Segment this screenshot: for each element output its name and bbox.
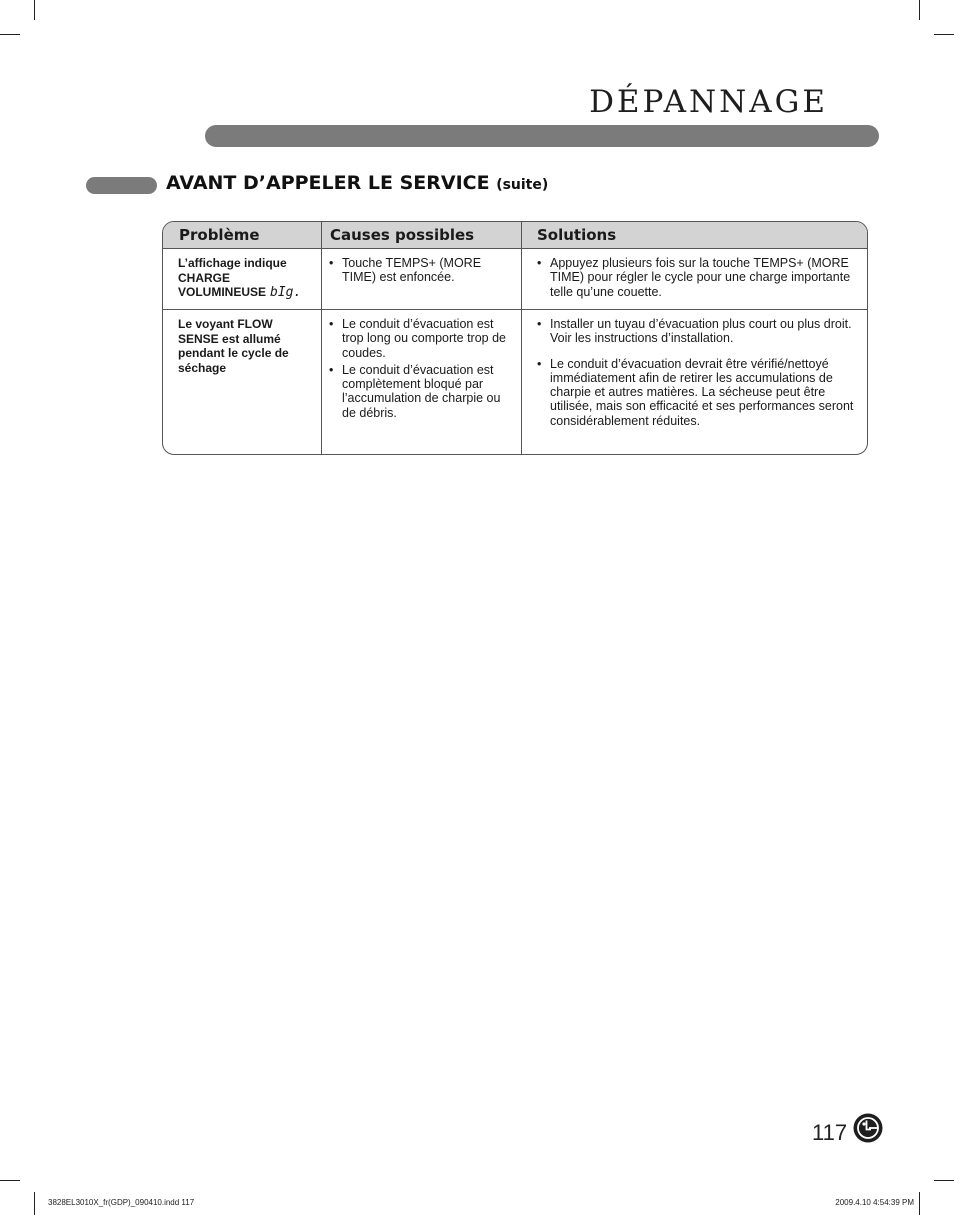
lg-logo-icon <box>853 1113 883 1143</box>
solution-item: • Le conduit d’évacuation devrait être vérifié/nettoyé immédiatement afin de retirer les accumulations de charpie et autres matières. La sécheuse peut être utilisée, mais son efficacité et ses performances seront considérablement réduites. <box>537 357 855 428</box>
crop-mark <box>34 1192 35 1215</box>
crop-mark <box>0 1180 20 1181</box>
problem-text: L’affichage indique CHARGE VOLUMINEUSE <box>178 256 287 299</box>
crop-mark <box>919 0 920 20</box>
section-heading-text: AVANT D’APPELER LE SERVICE <box>166 172 490 194</box>
problem-cell <box>163 249 322 309</box>
footer-file-info: 3828EL3010X_fr(GDP)_090410.indd 117 <box>48 1198 195 1207</box>
troubleshooting-table <box>162 221 868 455</box>
table-header-row <box>163 222 867 249</box>
table-row <box>163 310 867 454</box>
page-number: 117 <box>812 1120 848 1145</box>
solutions-cell <box>522 249 865 309</box>
page-title: DÉPANNAGE <box>589 84 828 120</box>
column-header-solutions: Solutions <box>537 226 617 244</box>
title-bar <box>205 125 879 147</box>
cause-item: • Le conduit d’évacuation est complètement bloqué par l’accumulation de charpie ou de débris. <box>329 363 513 420</box>
crop-mark <box>934 1180 954 1181</box>
crop-mark <box>919 1192 920 1215</box>
crop-mark <box>34 0 35 20</box>
crop-mark <box>0 34 20 35</box>
display-code: bIg. <box>270 285 302 300</box>
section-heading <box>166 172 548 194</box>
solution-item: • Appuyez plusieurs fois sur la touche TEMPS+ (MORE TIME) pour régler le cycle pour une charge importante telle qu’une couette. <box>537 256 855 299</box>
causes-cell <box>322 310 522 454</box>
solution-item: • Installer un tuyau d’évacuation plus court ou plus droit. Voir les instructions d’installation. <box>537 317 855 346</box>
table-row <box>163 249 867 310</box>
problem-text: Le voyant FLOW SENSE est allumé pendant le cycle de séchage <box>178 317 289 375</box>
footer-timestamp: 2009.4.10 4:54:39 PM <box>835 1198 914 1207</box>
column-header-problem: Problème <box>163 222 322 248</box>
section-heading-suffix: (suite) <box>496 177 549 193</box>
crop-mark <box>934 34 954 35</box>
cause-item: • Touche TEMPS+ (MORE TIME) est enfoncée. <box>329 256 513 285</box>
cause-item: • Le conduit d’évacuation est trop long ou comporte trop de coudes. <box>329 317 513 360</box>
section-pill <box>86 177 157 194</box>
problem-cell <box>163 310 322 454</box>
causes-cell <box>322 249 522 309</box>
column-header-causes: Causes possibles <box>322 222 522 248</box>
solutions-cell <box>522 310 865 454</box>
